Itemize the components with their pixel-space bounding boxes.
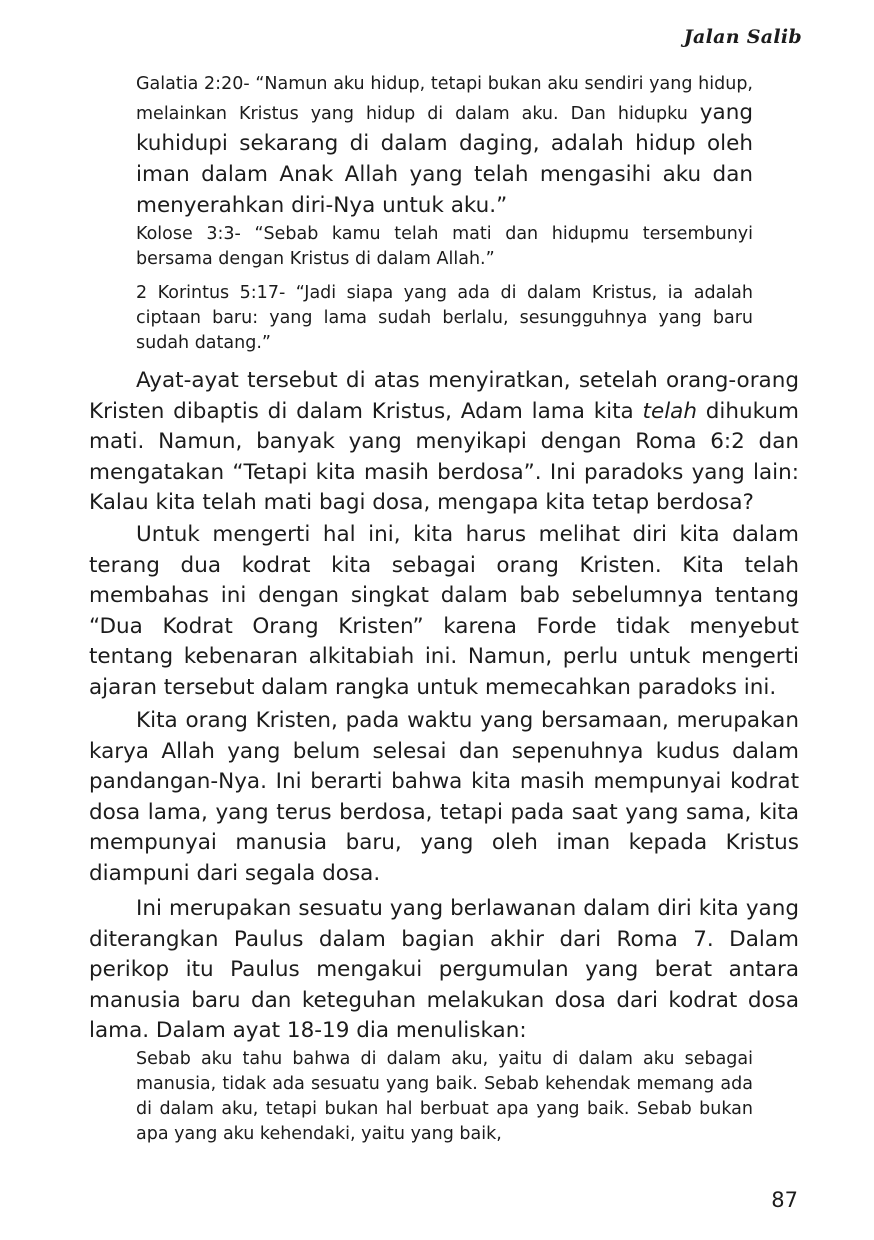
page-number: 87 [771,1188,798,1212]
body-paragraph [89,366,799,519]
quote-kolose: Kolose 3:3- “Sebab kamu telah mati dan hidupmu tersembunyi bersama dengan Kristus di dalam Allah.” [136,224,753,269]
body-paragraph: Untuk mengerti hal ini, kita harus melihat diri kita dalam terang dua kodrat kita sebagai orang Kristen. Kita telah membahas ini dengan singkat dalam bab sebelumnya tentang “Dua Kodrat Orang Kristen” karena Forde tidak menyebut tentang kebenaran alkitabiah ini. Namun, perlu untuk mengerti ajaran tersebut dalam rangka untuk memecahkan paradoks ini. [89,522,799,700]
paragraph-text: Ayat-ayat tersebut di atas menyiratkan, setelah orang-orang Kristen dibaptis di dalam Kristus, Adam lama kita [89,368,799,424]
quote-korintus: 2 Korintus 5:17- “Jadi siapa yang ada di dalam Kristus, ia adalah ciptaan baru: yang lama sudah berlalu, sesungguhnya yang baru sudah datang.” [136,283,753,353]
running-header: Jalan Salib [683,26,802,48]
quote-galatia [136,72,753,221]
paragraph-text: dihukum mati. Namun, banyak yang menyikapi dengan Roma 6:2 dan mengatakan “Tetapi kita masih berdosa”. Ini paradoks yang lain: Kalau kita telah mati bagi dosa, mengapa kita tetap berdosa? [89,398,799,515]
body-paragraph: Ini merupakan sesuatu yang berlawanan dalam diri kita yang diterangkan Paulus dalam bagian akhir dari Roma 7. Dalam perikop itu Paulus mengakui pergumulan yang berat antara manusia baru dan keteguhan melakukan dosa dari kodrat dosa lama. Dalam ayat 18-19 dia menuliskan: [89,896,799,1043]
quote-roma: Sebab aku tahu bahwa di dalam aku, yaitu di dalam aku sebagai manusia, tidak ada sesuatu yang baik. Sebab kehendak memang ada di dalam aku, tetapi bukan hal berbuat apa yang baik. Sebab bukan apa yang aku kehendaki, yaitu yang baik, [136,1049,753,1144]
emphasis-text: telah [642,398,697,424]
quote-galatia-large-text: yang kuhidupi sekarang di dalam daging, adalah hidup oleh iman dalam Anak Allah yang telah mengasihi aku dan menyerahkan diri-Nya untuk aku.” [136,100,753,218]
body-paragraph: Kita orang Kristen, pada waktu yang bersamaan, merupakan karya Allah yang belum selesai dan sepenuhnya kudus dalam pandangan-Nya. Ini berarti bahwa kita masih mempunyai kodrat dosa lama, yang terus berdosa, tetapi pada saat yang sama, kita mempunyai manusia baru, yang oleh iman kepada Kristus diampuni dari segala dosa. [89,708,799,886]
quote-galatia-small-text: Galatia 2:20- “Namun aku hidup, tetapi bukan aku sendiri yang hidup, melainkan Kristus yang hidup di dalam aku. Dan hidupku [136,74,753,124]
